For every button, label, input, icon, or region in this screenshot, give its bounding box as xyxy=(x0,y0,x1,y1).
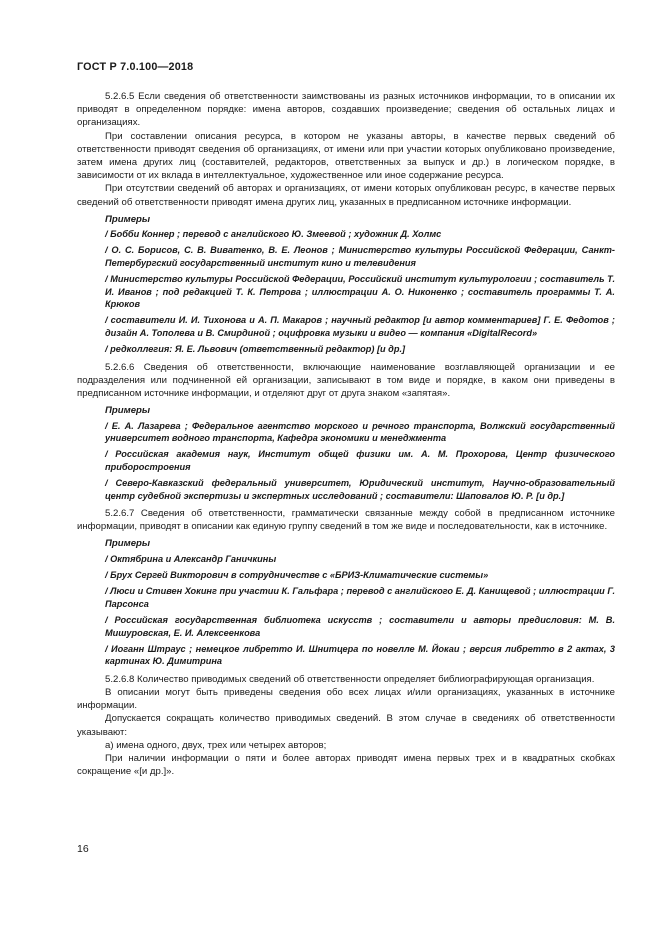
paragraph: При составлении описания ресурса, в котором не указаны авторы, в качестве первых сведений об ответственности приводят сведения об организациях, от имени или при участии которых опубликовано произведение, затем имена других лиц (составителей, редакторов, ответственных за выпуск и др.) в логическом порядке, в зависимости от их вклада в интеллектуальное, художественное или иное содержание ресурса. xyxy=(77,130,615,182)
example-item: / Российская академия наук, Институт общей физики им. А. М. Прохорова, Центр физического приборостроения xyxy=(105,449,615,472)
paragraph: В описании могут быть приведены сведения обо всех лицах и/или организациях, указанных в источнике информации. xyxy=(77,687,615,712)
page-content xyxy=(77,90,615,778)
examples-heading: Примеры xyxy=(105,538,151,550)
example-item: / Министерство культуры Российской Федерации, Российский институт культурологии ; составитель Т. И. Иванов ; под редакцией Т. К. Петрова ; иллюстрации А. О. Никоненко ; составитель программы Т. А. Крюков xyxy=(105,274,615,310)
paragraph: 5.2.6.5 Если сведения об ответственности заимствованы из разных источников информации, то в описании их приводят в определенном порядке: имена авторов, создавших произведение; сведения об остальных лицах и организациях. xyxy=(77,91,615,129)
paragraph: При отсутствии сведений об авторах и организациях, от имени которых опубликован ресурс, в качестве первых сведений об ответственности приводят имена других лиц, указанных в предписанном источнике информации. xyxy=(77,183,615,208)
example-item: / Люси и Стивен Хокинг при участии К. Гальфара ; перевод с английского Е. Д. Канищевой ; иллюстрации Г. Парсонса xyxy=(105,586,615,609)
paragraph: 5.2.6.6 Сведения об ответственности, включающие наименование возглавляющей организации и ее подразделения или подчиненной ей организации, записывают в том виде и порядке, в каком они приведены в предписанном источнике информации, и отделяют друг от друга знаком «запятая». xyxy=(77,361,615,400)
example-item: / Бобби Коннер ; перевод с английского Ю. Змеевой ; художник Д. Холмс xyxy=(105,229,442,240)
example-item: / Е. А. Лазарева ; Федеральное агентство морского и речного транспорта, Волжский государственный университет водного транспорта, Кафедра экономики и менеджмента xyxy=(105,420,615,443)
example-item: / Северо-Кавказский федеральный университет, Юридический институт, Научно-образовательный центр судебной экспертизы и экспертных исследований ; составители: Шаповалов Ю. Р. [и др.] xyxy=(105,478,615,501)
paragraph: 5.2.6.8 Количество приводимых сведений об ответственности определяет библиографирующая организация. xyxy=(105,673,595,685)
example-item: / Брух Сергей Викторович в сотрудничестве с «БРИЗ-Климатические системы» xyxy=(105,569,489,580)
paragraph: 5.2.6.7 Сведения об ответственности, грамматически связанные между собой в предписанном источнике информации, приводят в описании как единую группу сведений в том же виде и последовательности, как в источнике. xyxy=(77,507,615,533)
page-number: 16 xyxy=(77,843,89,855)
example-item: / Октябрина и Александр Ганичкины xyxy=(105,553,277,564)
example-item: / О. С. Борисов, С. В. Виватенко, В. Е. Леонов ; Министерство культуры Российской Федерации, Санкт-Петербургский государственный институт кино и телевидения xyxy=(105,245,615,268)
example-item: / составители И. И. Тихонова и А. П. Макаров ; научный редактор [и автор комментариев] Г. Е. Федотов ; дизайн А. Тополева и В. Смирдиной ; оцифровка музыки и видео — компания «DigitalRecord» xyxy=(105,315,615,338)
example-item: / редколлегия: Я. Е. Львович (ответственный редактор) [и др.] xyxy=(105,344,406,355)
paragraph: Допускается сокращать количество приводимых сведений. В этом случае в сведениях об ответственности указывают: xyxy=(77,713,615,738)
paragraph: При наличии информации о пяти и более авторах приводят имена первых трех и в квадратных скобках сокращение «[и др.]». xyxy=(77,753,615,778)
examples-heading: Примеры xyxy=(105,405,151,417)
example-item: / Российская государственная библиотека искусств ; составители и авторы предисловия: М. В. Мишуровская, Е. И. Алексеенкова xyxy=(105,615,615,638)
examples-heading: Примеры xyxy=(105,213,151,225)
list-item: а) имена одного, двух, трех или четырех авторов; xyxy=(105,739,327,751)
document-header: ГОСТ Р 7.0.100—2018 xyxy=(77,61,194,73)
example-item: / Иоганн Штраус ; немецкое либретто И. Шнитцера по новелле М. Йокаи ; версия либретто в 2 актах, 3 картинах Ю. Димитрина xyxy=(105,643,615,667)
